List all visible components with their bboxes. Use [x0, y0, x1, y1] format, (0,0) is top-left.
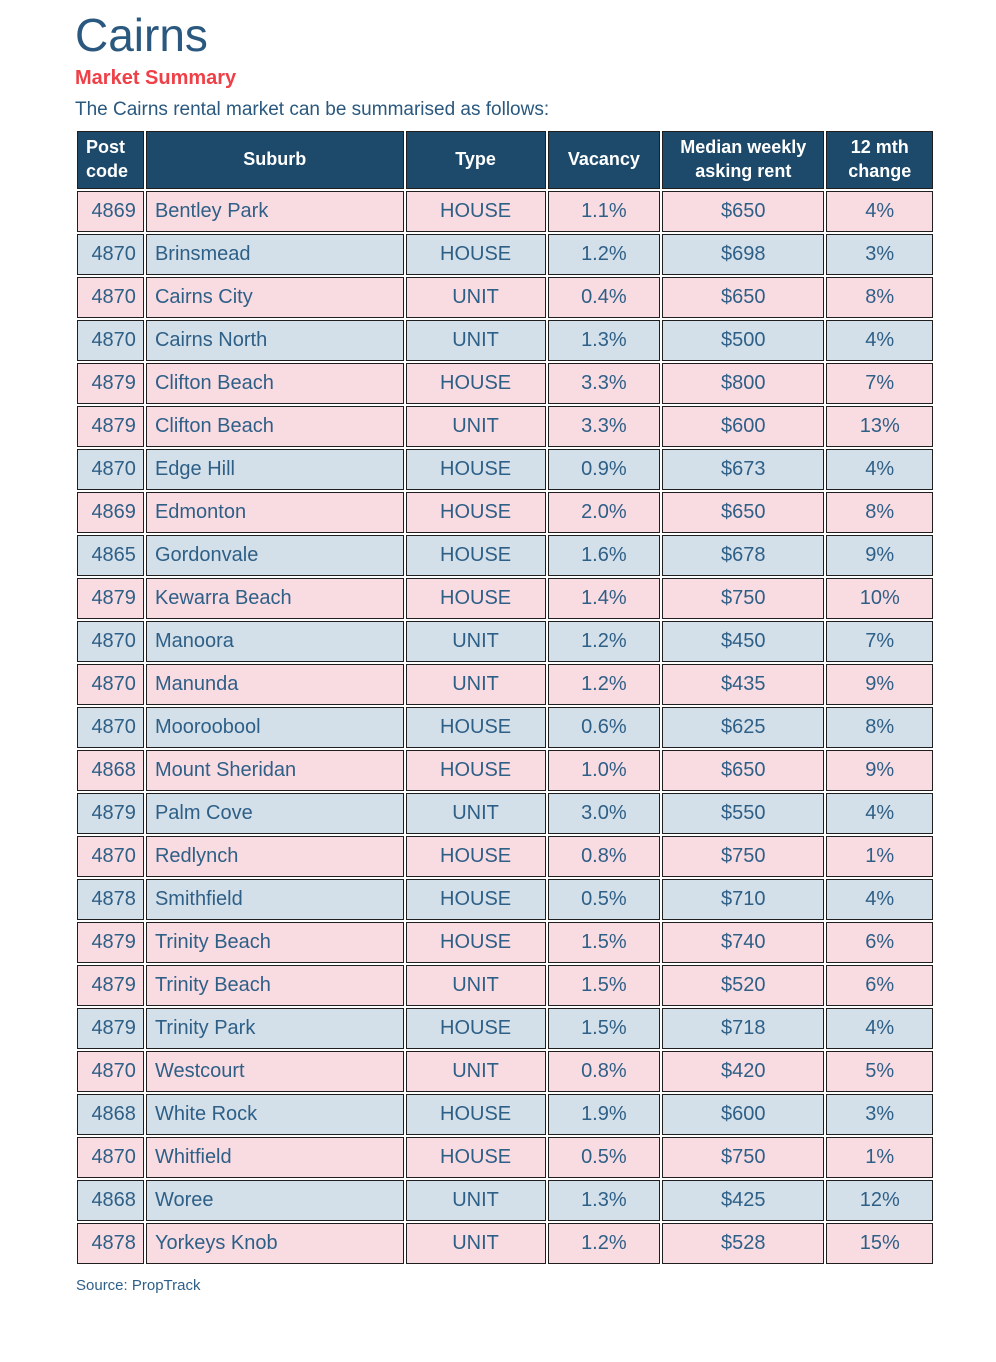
table-row [77, 492, 933, 533]
cell-change: 4% [826, 191, 933, 232]
cell-vacancy: 1.5% [548, 965, 661, 1006]
cell-change: 4% [826, 1008, 933, 1049]
col-header-median-rent: Median weekly asking rent [662, 131, 824, 189]
cell-vacancy: 1.5% [548, 922, 661, 963]
table-row [77, 836, 933, 877]
cell-postcode: 4870 [77, 234, 144, 275]
cell-postcode: 4870 [77, 621, 144, 662]
cell-vacancy: 1.2% [548, 664, 661, 705]
cell-rent: $650 [662, 277, 824, 318]
market-summary-heading: Market Summary [75, 66, 237, 89]
cell-vacancy: 3.3% [548, 363, 661, 404]
cell-postcode: 4870 [77, 707, 144, 748]
table-row [77, 621, 933, 662]
cell-type: HOUSE [406, 578, 546, 619]
cell-rent: $673 [662, 449, 824, 490]
cell-rent: $650 [662, 750, 824, 791]
cell-change: 1% [826, 1137, 933, 1178]
cell-type: UNIT [406, 621, 546, 662]
cell-rent: $600 [662, 406, 824, 447]
cell-type: HOUSE [406, 1094, 546, 1135]
cell-vacancy: 0.6% [548, 707, 661, 748]
cell-suburb: Redlynch [146, 836, 404, 877]
cell-postcode: 4879 [77, 965, 144, 1006]
cell-type: HOUSE [406, 750, 546, 791]
cell-suburb: Smithfield [146, 879, 404, 920]
cell-suburb: Yorkeys Knob [146, 1223, 404, 1264]
table-row [77, 449, 933, 490]
cell-change: 8% [826, 277, 933, 318]
col-header-12mth-change: 12 mth change [826, 131, 933, 189]
cell-type: UNIT [406, 320, 546, 361]
cell-vacancy: 3.3% [548, 406, 661, 447]
cell-rent: $420 [662, 1051, 824, 1092]
cell-rent: $718 [662, 1008, 824, 1049]
cell-change: 4% [826, 449, 933, 490]
cell-rent: $650 [662, 191, 824, 232]
cell-change: 7% [826, 363, 933, 404]
cell-type: HOUSE [406, 1008, 546, 1049]
table-row [77, 1008, 933, 1049]
cell-vacancy: 0.4% [548, 277, 661, 318]
cell-type: HOUSE [406, 1137, 546, 1178]
cell-rent: $650 [662, 492, 824, 533]
cell-rent: $600 [662, 1094, 824, 1135]
cell-postcode: 4865 [77, 535, 144, 576]
cell-postcode: 4878 [77, 879, 144, 920]
col-header-postcode: Post code [77, 131, 144, 189]
cell-rent: $750 [662, 1137, 824, 1178]
table-row [77, 1051, 933, 1092]
cell-type: UNIT [406, 406, 546, 447]
cell-vacancy: 0.8% [548, 1051, 661, 1092]
source-note: Source: PropTrack [76, 1277, 201, 1295]
cell-type: HOUSE [406, 449, 546, 490]
table-row [77, 664, 933, 705]
cell-rent: $435 [662, 664, 824, 705]
table-row [77, 750, 933, 791]
cell-postcode: 4878 [77, 1223, 144, 1264]
cell-change: 5% [826, 1051, 933, 1092]
cell-postcode: 4869 [77, 492, 144, 533]
table-row [77, 277, 933, 318]
col-header-type: Type [406, 131, 546, 189]
cell-vacancy: 0.5% [548, 879, 661, 920]
table-header-row [77, 131, 933, 189]
cell-postcode: 4879 [77, 578, 144, 619]
cell-type: UNIT [406, 277, 546, 318]
cell-suburb: Cairns City [146, 277, 404, 318]
table-row [77, 234, 933, 275]
cell-suburb: Palm Cove [146, 793, 404, 834]
table-row [77, 1223, 933, 1264]
cell-rent: $750 [662, 578, 824, 619]
cell-type: HOUSE [406, 191, 546, 232]
cell-type: UNIT [406, 664, 546, 705]
cell-rent: $625 [662, 707, 824, 748]
cell-type: HOUSE [406, 234, 546, 275]
cell-vacancy: 1.3% [548, 1180, 661, 1221]
cell-postcode: 4868 [77, 750, 144, 791]
cell-change: 4% [826, 320, 933, 361]
cell-vacancy: 1.3% [548, 320, 661, 361]
cell-rent: $520 [662, 965, 824, 1006]
cell-postcode: 4879 [77, 406, 144, 447]
cell-suburb: Woree [146, 1180, 404, 1221]
cell-change: 9% [826, 664, 933, 705]
cell-suburb: Trinity Beach [146, 922, 404, 963]
cell-suburb: Clifton Beach [146, 363, 404, 404]
cell-vacancy: 1.2% [548, 621, 661, 662]
cell-rent: $740 [662, 922, 824, 963]
cell-postcode: 4870 [77, 836, 144, 877]
cell-postcode: 4879 [77, 922, 144, 963]
table-row [77, 793, 933, 834]
cell-change: 4% [826, 793, 933, 834]
cell-rent: $425 [662, 1180, 824, 1221]
intro-text: The Cairns rental market can be summarised as follows: [75, 98, 550, 120]
cell-rent: $450 [662, 621, 824, 662]
cell-postcode: 4879 [77, 793, 144, 834]
cell-change: 13% [826, 406, 933, 447]
col-header-vacancy: Vacancy [548, 131, 661, 189]
cell-rent: $698 [662, 234, 824, 275]
cell-postcode: 4870 [77, 1137, 144, 1178]
cell-rent: $500 [662, 320, 824, 361]
cell-vacancy: 3.0% [548, 793, 661, 834]
cell-postcode: 4868 [77, 1094, 144, 1135]
table-row [77, 535, 933, 576]
cell-suburb: Manoora [146, 621, 404, 662]
cell-type: HOUSE [406, 492, 546, 533]
cell-suburb: Trinity Beach [146, 965, 404, 1006]
col-header-suburb: Suburb [146, 131, 404, 189]
cell-type: HOUSE [406, 922, 546, 963]
cell-type: UNIT [406, 1051, 546, 1092]
cell-postcode: 4879 [77, 1008, 144, 1049]
cell-rent: $528 [662, 1223, 824, 1264]
table-row [77, 879, 933, 920]
cell-suburb: Brinsmead [146, 234, 404, 275]
cell-type: UNIT [406, 1223, 546, 1264]
cell-change: 8% [826, 707, 933, 748]
cell-postcode: 4870 [77, 449, 144, 490]
cell-change: 6% [826, 922, 933, 963]
cell-rent: $550 [662, 793, 824, 834]
cell-vacancy: 1.5% [548, 1008, 661, 1049]
cell-postcode: 4868 [77, 1180, 144, 1221]
cell-rent: $750 [662, 836, 824, 877]
cell-suburb: Edmonton [146, 492, 404, 533]
cell-type: UNIT [406, 1180, 546, 1221]
cell-rent: $710 [662, 879, 824, 920]
cell-postcode: 4869 [77, 191, 144, 232]
cell-suburb: White Rock [146, 1094, 404, 1135]
table-row [77, 406, 933, 447]
cell-postcode: 4879 [77, 363, 144, 404]
cell-change: 9% [826, 535, 933, 576]
cell-suburb: Bentley Park [146, 191, 404, 232]
table-row [77, 191, 933, 232]
cell-suburb: Edge Hill [146, 449, 404, 490]
cell-change: 6% [826, 965, 933, 1006]
cell-vacancy: 0.5% [548, 1137, 661, 1178]
cell-type: UNIT [406, 793, 546, 834]
cell-change: 1% [826, 836, 933, 877]
cell-change: 9% [826, 750, 933, 791]
cell-change: 3% [826, 1094, 933, 1135]
table-row [77, 363, 933, 404]
cell-change: 3% [826, 234, 933, 275]
cell-change: 10% [826, 578, 933, 619]
cell-type: HOUSE [406, 707, 546, 748]
cell-change: 8% [826, 492, 933, 533]
table-row [77, 965, 933, 1006]
cell-vacancy: 2.0% [548, 492, 661, 533]
cell-suburb: Cairns North [146, 320, 404, 361]
table-row [77, 320, 933, 361]
cell-change: 12% [826, 1180, 933, 1221]
cell-type: UNIT [406, 965, 546, 1006]
cell-type: HOUSE [406, 535, 546, 576]
cell-suburb: Westcourt [146, 1051, 404, 1092]
table-row [77, 1094, 933, 1135]
rental-market-table [75, 129, 935, 1266]
cell-type: HOUSE [406, 836, 546, 877]
cell-postcode: 4870 [77, 277, 144, 318]
cell-postcode: 4870 [77, 1051, 144, 1092]
cell-vacancy: 1.2% [548, 1223, 661, 1264]
cell-vacancy: 0.9% [548, 449, 661, 490]
table-row [77, 707, 933, 748]
cell-suburb: Kewarra Beach [146, 578, 404, 619]
page-title: Cairns [75, 9, 208, 61]
cell-vacancy: 1.9% [548, 1094, 661, 1135]
cell-vacancy: 1.0% [548, 750, 661, 791]
cell-suburb: Trinity Park [146, 1008, 404, 1049]
cell-change: 15% [826, 1223, 933, 1264]
cell-suburb: Manunda [146, 664, 404, 705]
cell-suburb: Whitfield [146, 1137, 404, 1178]
cell-vacancy: 1.1% [548, 191, 661, 232]
table-row [77, 1180, 933, 1221]
table-row [77, 922, 933, 963]
cell-type: HOUSE [406, 363, 546, 404]
cell-vacancy: 1.2% [548, 234, 661, 275]
cell-suburb: Mount Sheridan [146, 750, 404, 791]
cell-change: 4% [826, 879, 933, 920]
cell-change: 7% [826, 621, 933, 662]
cell-postcode: 4870 [77, 320, 144, 361]
table-row [77, 578, 933, 619]
cell-type: HOUSE [406, 879, 546, 920]
cell-rent: $678 [662, 535, 824, 576]
cell-vacancy: 1.6% [548, 535, 661, 576]
cell-suburb: Gordonvale [146, 535, 404, 576]
cell-suburb: Mooroobool [146, 707, 404, 748]
table-row [77, 1137, 933, 1178]
cell-rent: $800 [662, 363, 824, 404]
cell-vacancy: 1.4% [548, 578, 661, 619]
cell-suburb: Clifton Beach [146, 406, 404, 447]
cell-postcode: 4870 [77, 664, 144, 705]
cell-vacancy: 0.8% [548, 836, 661, 877]
